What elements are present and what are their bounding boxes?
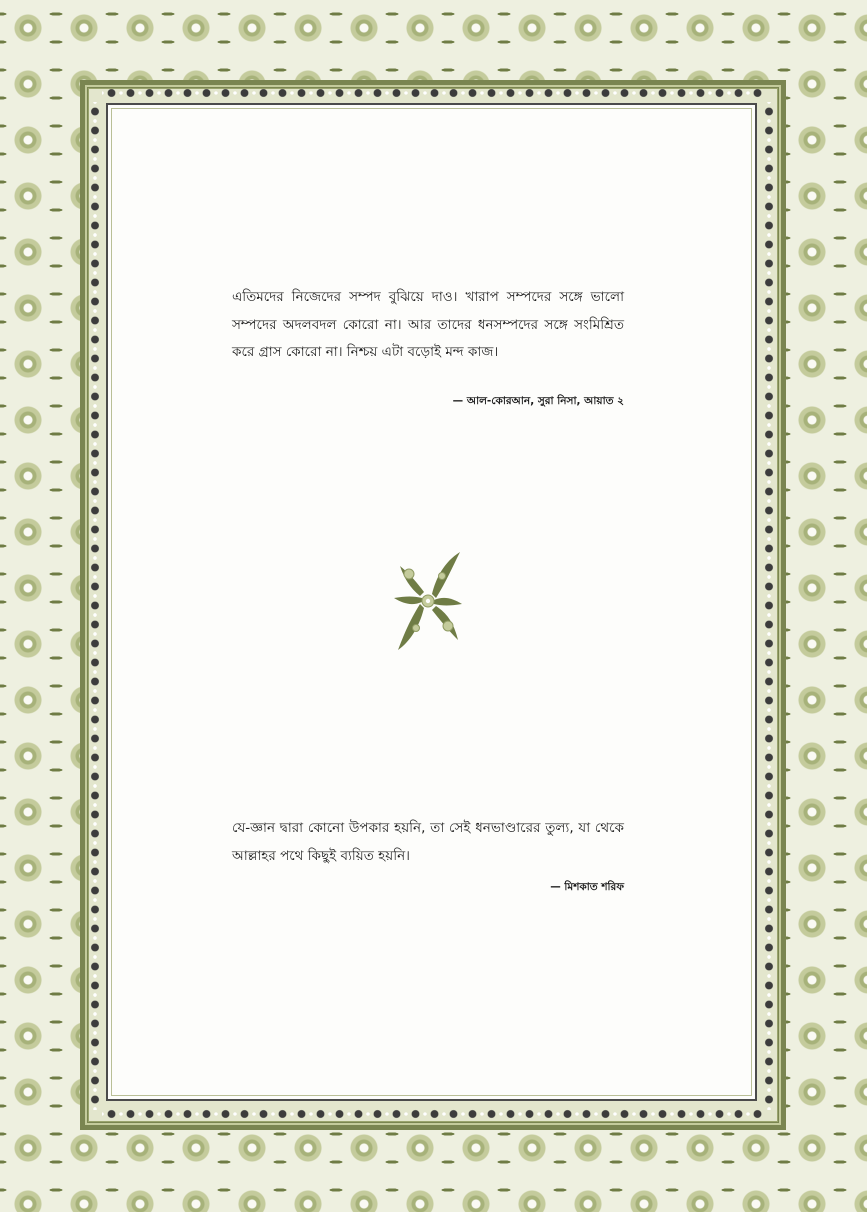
quote-mishkat-text: যে-জ্ঞান দ্বারা কোনো উপকার হয়নি, তা সেই ধনভাণ্ডারের তুল্য, যা থেকে আল্লাহর পথে কিছুই ব্যয়িত হয়নি। [232, 820, 624, 864]
quote-quran-text: এতিমদের নিজেদের সম্পদ বুঝিয়ে দাও। খারাপ সম্পদের সঙ্গে ভালো সম্পদের অদলবদল কোরো না। আর তাদের ধনসম্পদের সঙ্গে সংমিশ্রিত করে গ্রাস কোরো না। নিশ্চয় এটা বড়োই মন্দ কাজ। [232, 289, 624, 360]
quote-quran-attribution: — আল-কোরআন, সুরা নিসা, আয়াত ২ [452, 395, 624, 407]
dot-column-left [86, 102, 104, 1110]
dot-column-right [760, 102, 778, 1110]
floral-leaf-ornament-icon [392, 548, 464, 654]
dot-row-bottom [102, 1105, 764, 1123]
dot-row-top [102, 84, 764, 102]
quote-mishkat-attribution: — মিশকাত শরিফ [550, 881, 624, 893]
